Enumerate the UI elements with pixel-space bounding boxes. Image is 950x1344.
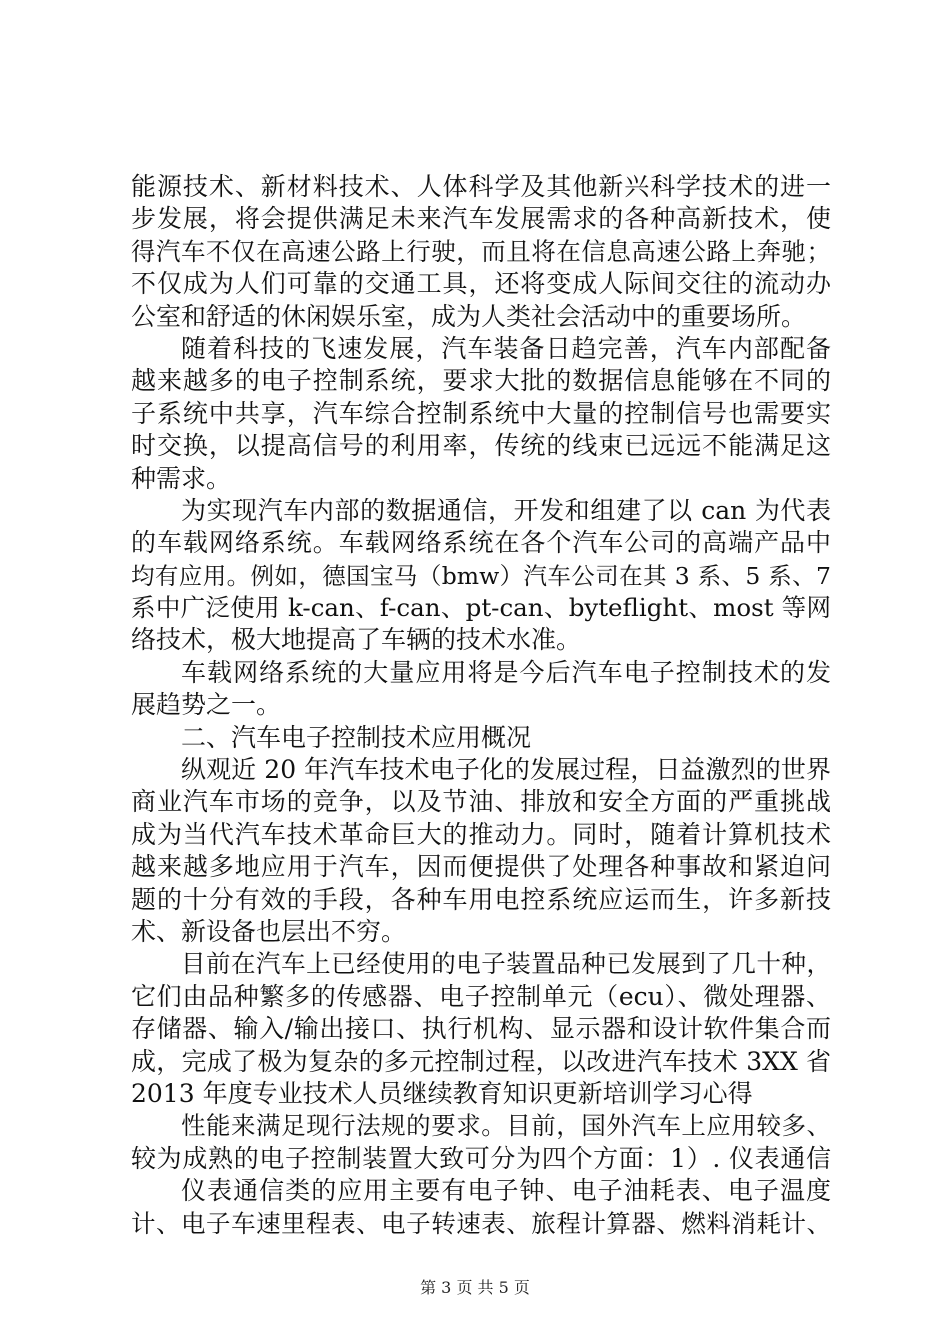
text-line: 公室和舒适的休闲娱乐室，成为人类社会活动中的重要场所。	[131, 301, 807, 331]
text-line: 越来越多地应用于汽车，因而便提供了处理各种事故和紧迫问	[131, 852, 831, 882]
text-line: 展趋势之一。	[131, 690, 282, 720]
text-line: 纵观近 20 年汽车技术电子化的发展过程，日益激烈的世界	[181, 755, 831, 785]
text-line: 较为成熟的电子控制装置大致可分为四个方面：1）. 仪表通信	[131, 1143, 831, 1173]
text-line: 的车载网络系统。车载网络系统在各个汽车公司的高端产品中	[131, 528, 831, 558]
text-line: 不仅成为人们可靠的交通工具，还将变成人际间交往的流动办	[131, 269, 831, 299]
text-line: 商业汽车市场的竞争，以及节油、排放和安全方面的严重挑战	[131, 787, 831, 817]
text-line: 2013 年度专业技术人员继续教育知识更新培训学习心得	[131, 1078, 753, 1108]
text-line: 为实现汽车内部的数据通信，开发和组建了以 can 为代表	[181, 495, 831, 525]
text-line: 随着科技的飞速发展，汽车装备日趋完善，汽车内部配备	[181, 333, 831, 363]
page-footer: 第 3 页 共 5 页	[420, 1278, 530, 1297]
text-line: 种需求。	[131, 463, 232, 493]
text-line: 题的十分有效的手段，各种车用电控系统应运而生，许多新技	[131, 884, 831, 914]
text-line: 均有应用。例如，德国宝马（bmw）汽车公司在其 3 系、5 系、7	[131, 561, 831, 590]
text-line: 性能来满足现行法规的要求。目前，国外汽车上应用较多、	[181, 1111, 831, 1141]
text-line: 能源技术、新材料技术、人体科学及其他新兴科学技术的进一	[131, 172, 831, 201]
text-line: 车载网络系统的大量应用将是今后汽车电子控制技术的发	[181, 657, 831, 687]
text-line: 成为当代汽车技术革命巨大的推动力。同时，随着计算机技术	[131, 819, 831, 849]
text-line: 计、电子车速里程表、电子转速表、旅程计算器、燃料消耗计、	[131, 1208, 831, 1238]
text-line: 术、新设备也层出不穷。	[131, 916, 407, 946]
text-line: 系中广泛使用 k-can、f-can、pt-can、byteflight、most 等网	[131, 593, 831, 623]
text-line: 成，完成了极为复杂的多元控制过程，以改进汽车技术 3XX 省	[131, 1046, 831, 1076]
text-line: 存储器、输入/输出接口、执行机构、显示器和设计软件集合而	[131, 1014, 831, 1044]
text-line: 子系统中共享，汽车综合控制系统中大量的控制信号也需要实	[131, 398, 831, 428]
text-line: 越来越多的电子控制系统，要求大批的数据信息能够在不同的	[131, 366, 831, 396]
text-line: 得汽车不仅在高速公路上行驶，而且将在信息高速公路上奔驰；	[131, 236, 831, 266]
text-line: 络技术，极大地提高了车辆的技术水准。	[131, 625, 582, 655]
text-line: 时交换，以提高信号的利用率，传统的线束已远远不能满足这	[131, 431, 831, 461]
text-line: 二、汽车电子控制技术应用概况	[181, 722, 532, 752]
text-line: 它们由品种繁多的传感器、电子控制单元（ecu）、微处理器、	[131, 981, 831, 1011]
text-line: 仪表通信类的应用主要有电子钟、电子油耗表、电子温度	[181, 1176, 831, 1206]
text-line: 步发展，将会提供满足未来汽车发展需求的各种高新技术，使	[131, 204, 831, 234]
document-body	[131, 171, 831, 1240]
text-line: 目前在汽车上已经使用的电子装置品种已发展到了几十种，	[181, 949, 831, 979]
